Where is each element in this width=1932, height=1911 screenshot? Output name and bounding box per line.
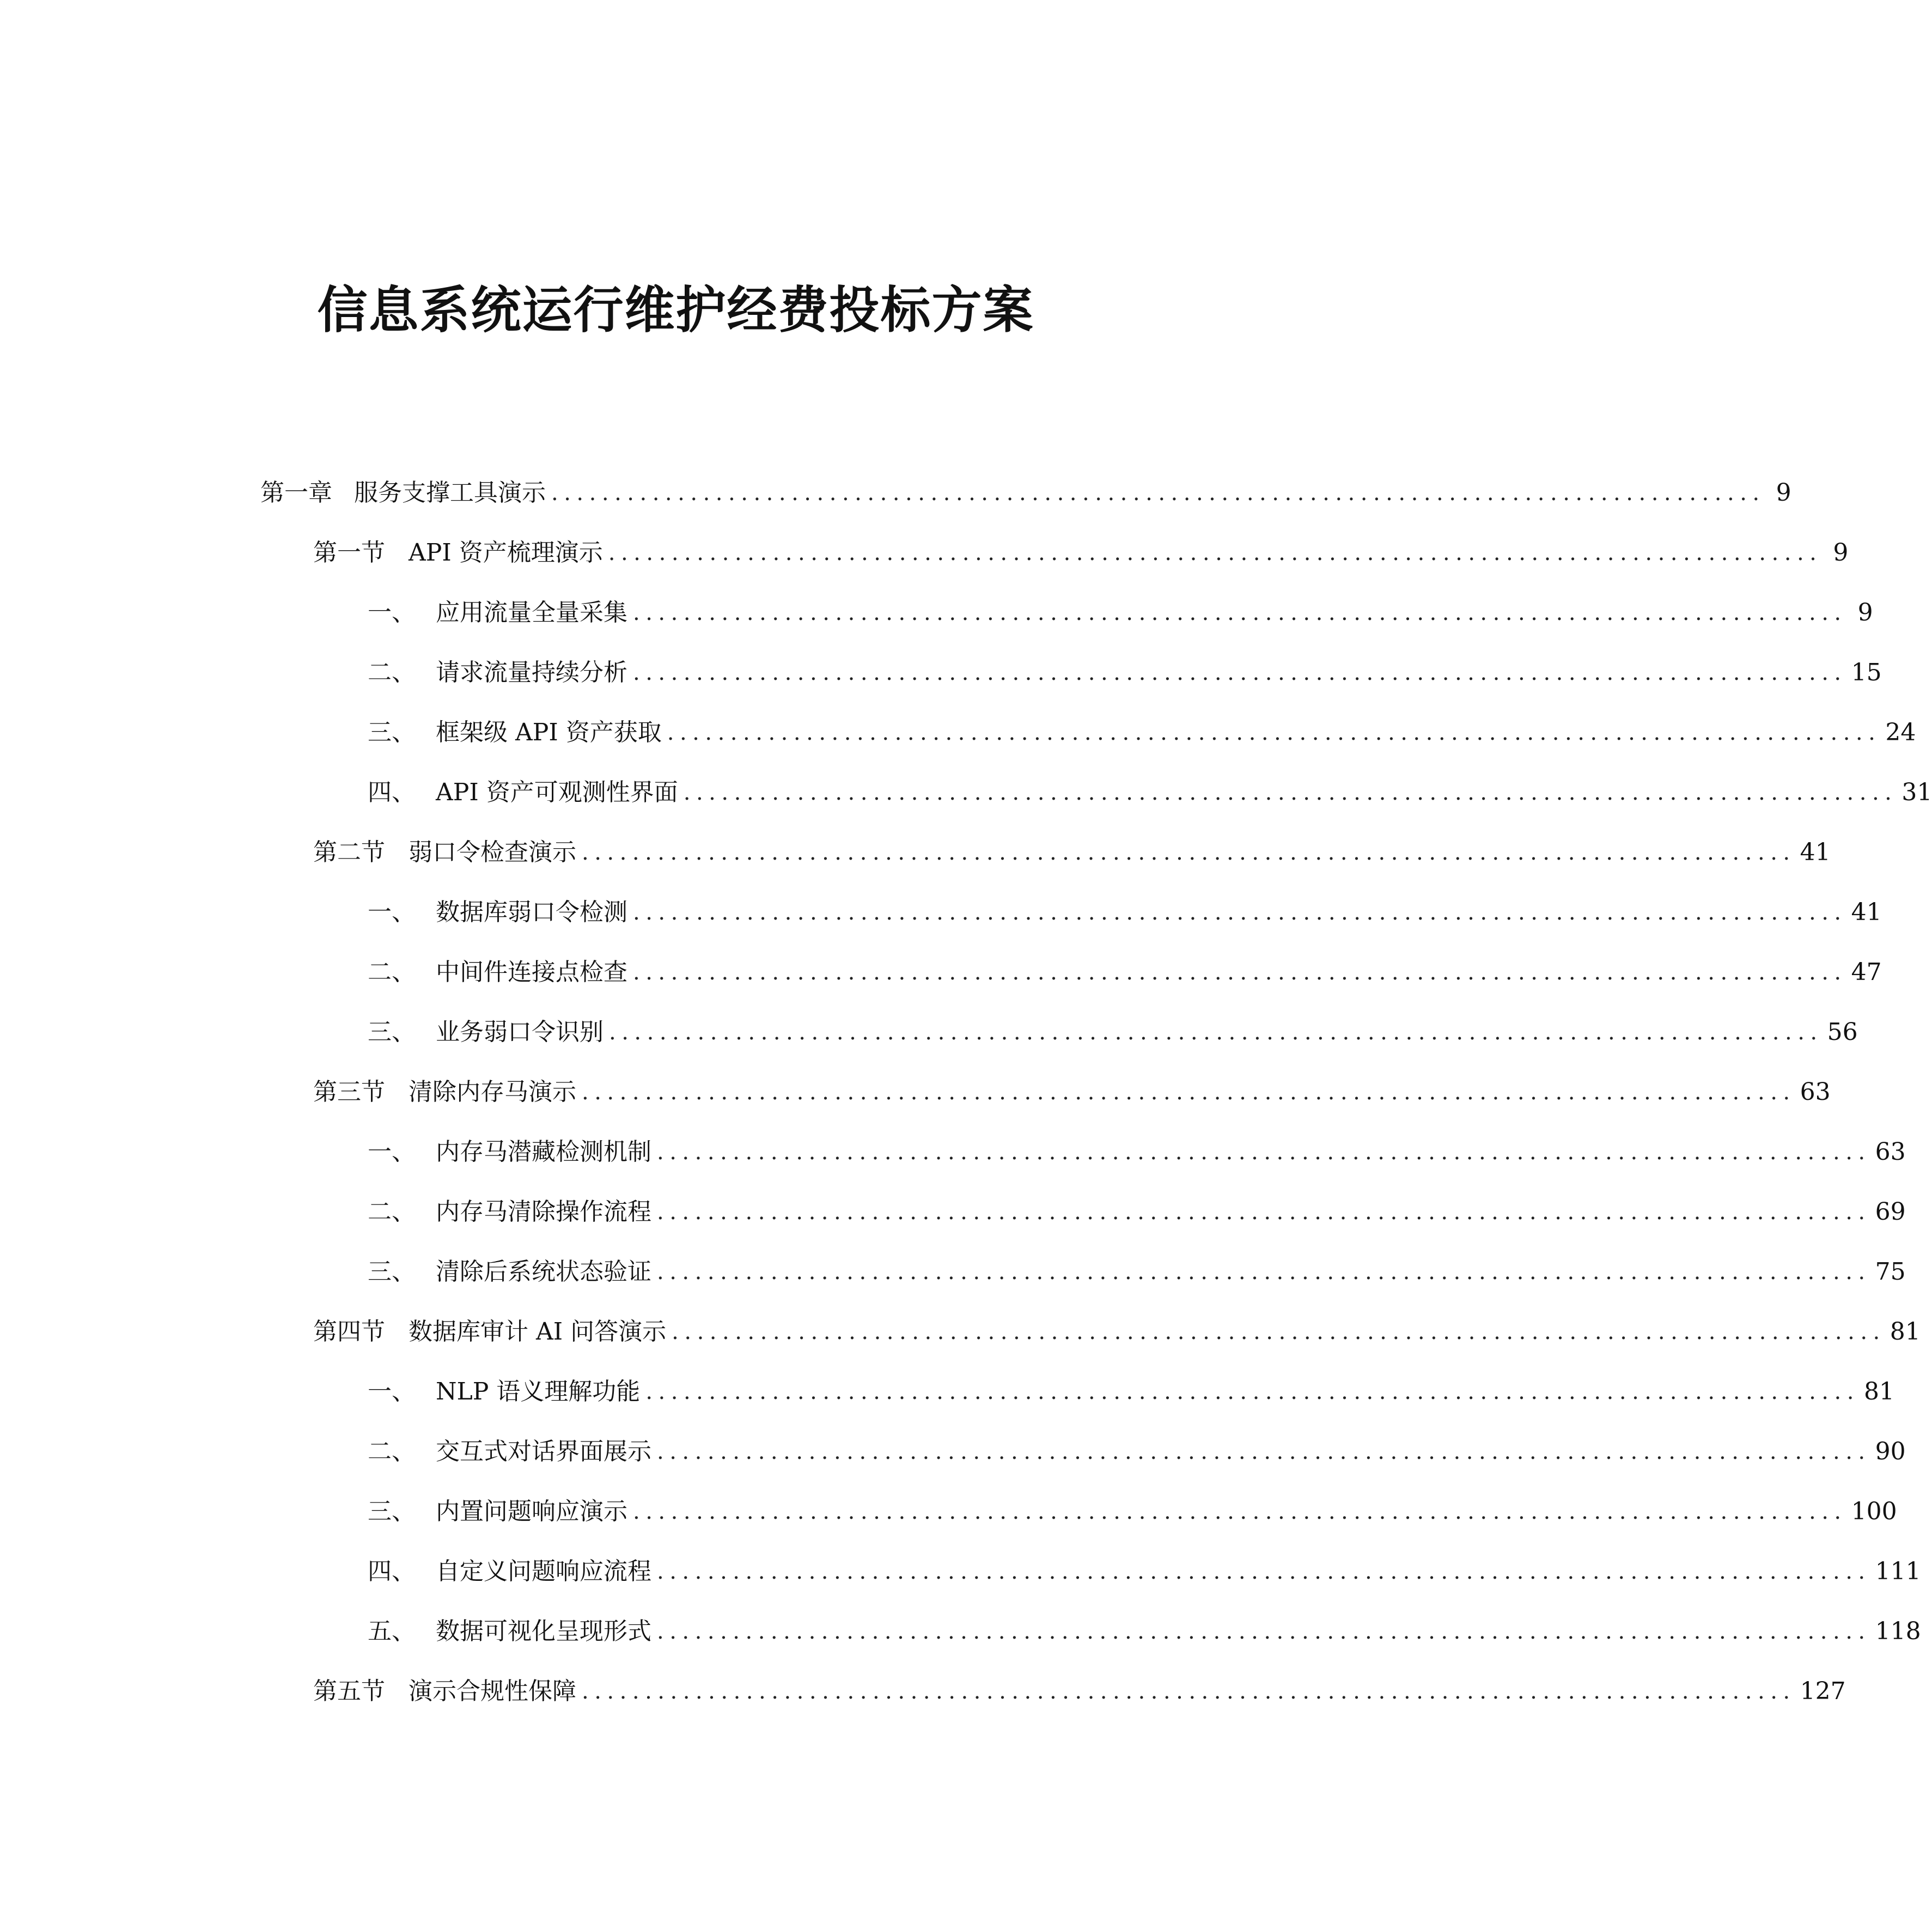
toc-entry-title: 内存马清除操作流程 xyxy=(436,1198,651,1226)
toc-entry-subsection[interactable] xyxy=(368,714,1916,752)
toc-entry-page-number: 63 xyxy=(1800,1078,1831,1106)
toc-entry-page-number: 9 xyxy=(1833,539,1849,567)
toc-entry-title: 弱口令检查演示 xyxy=(409,838,576,866)
toc-dot-leader: ................................................................................................ xyxy=(657,1140,1871,1165)
toc-entry-title: 服务支撑工具演示 xyxy=(354,479,546,507)
toc-dot-leader: ................................................................................................ xyxy=(582,840,1796,865)
toc-dot-leader: ................................................................................................ xyxy=(633,960,1847,985)
toc-entry-page-number: 118 xyxy=(1875,1617,1921,1645)
toc-entry-page-number: 9 xyxy=(1857,599,1873,626)
toc-entry-section[interactable] xyxy=(313,1073,1831,1111)
toc-entry-chapter[interactable] xyxy=(260,474,1791,512)
toc-entry-page-number: 56 xyxy=(1827,1018,1858,1046)
toc-dot-leader: ................................................................................................ xyxy=(667,720,1881,745)
toc-entry-prefix: 四、 xyxy=(368,778,416,806)
toc-entry-prefix: 三、 xyxy=(368,1498,416,1525)
toc-entry-section[interactable] xyxy=(313,1672,1846,1711)
toc-entry-subsection[interactable] xyxy=(368,1612,1921,1651)
toc-entry-page-number: 15 xyxy=(1851,659,1882,686)
toc-entry-prefix: 第一章 xyxy=(260,479,332,507)
toc-entry-prefix: 三、 xyxy=(368,719,416,746)
toc-dot-leader: ................................................................................................ xyxy=(633,660,1847,685)
toc-entry-prefix: 二、 xyxy=(368,958,416,986)
toc-entry-title: 中间件连接点检查 xyxy=(436,958,627,986)
toc-entry-page-number: 9 xyxy=(1776,479,1791,507)
toc-entry-prefix: 一、 xyxy=(368,1138,416,1166)
toc-entry-page-number: 31 xyxy=(1901,778,1932,806)
toc-entry-page-number: 90 xyxy=(1875,1438,1906,1465)
toc-dot-leader: ................................................................................................ xyxy=(657,1200,1871,1225)
toc-dot-leader: ................................................................................................ xyxy=(633,900,1847,925)
toc-entry-prefix: 一、 xyxy=(368,898,416,926)
toc-entry-prefix: 五、 xyxy=(368,1617,416,1645)
toc-entry-page-number: 111 xyxy=(1875,1557,1921,1585)
toc-dot-leader: ................................................................................................ xyxy=(582,1679,1796,1704)
toc-entry-title: 内存马潜藏检测机制 xyxy=(436,1138,651,1166)
toc-entry-page-number: 63 xyxy=(1875,1138,1906,1166)
toc-entry-page-number: 24 xyxy=(1885,719,1916,746)
toc-entry-subsection[interactable] xyxy=(368,1193,1906,1231)
toc-dot-leader: ................................................................................................ xyxy=(657,1619,1871,1644)
toc-entry-page-number: 81 xyxy=(1863,1378,1894,1405)
toc-entry-prefix: 一、 xyxy=(368,599,416,626)
toc-dot-leader: ................................................................................................ xyxy=(657,1259,1871,1285)
toc-entry-title: 数据库弱口令检测 xyxy=(436,898,627,926)
toc-entry-page-number: 75 xyxy=(1875,1258,1906,1286)
page-title: 信息系统运行维护经费投标方案 xyxy=(317,281,1034,339)
toc-entry-subsection[interactable] xyxy=(368,654,1882,692)
toc-entry-page-number: 81 xyxy=(1890,1318,1921,1346)
toc-entry-subsection[interactable] xyxy=(368,1553,1921,1591)
toc-dot-leader: ................................................................................................ xyxy=(633,600,1847,625)
toc-entry-subsection[interactable] xyxy=(368,893,1882,932)
toc-entry-prefix: 三、 xyxy=(368,1018,416,1046)
toc-entry-subsection[interactable] xyxy=(368,1013,1858,1051)
toc-entry-page-number: 69 xyxy=(1875,1198,1906,1226)
toc-entry-title: 内置问题响应演示 xyxy=(436,1498,627,1525)
toc-dot-leader: ................................................................................................ xyxy=(633,1499,1847,1524)
toc-entry-page-number: 127 xyxy=(1800,1677,1846,1705)
toc-entry-title: 数据可视化呈现形式 xyxy=(436,1617,651,1645)
toc-entry-title: 清除后系统状态验证 xyxy=(436,1258,651,1286)
toc-entry-title: 自定义问题响应流程 xyxy=(436,1557,651,1585)
toc-entry-prefix: 三、 xyxy=(368,1258,416,1286)
toc-dot-leader: ................................................................................................ xyxy=(683,780,1898,805)
toc-entry-prefix: 第三节 xyxy=(313,1078,385,1106)
toc-entry-page-number: 41 xyxy=(1851,898,1882,926)
toc-dot-leader: ................................................................................................ xyxy=(609,1020,1823,1045)
toc-entry-subsection[interactable] xyxy=(368,594,1873,632)
toc-entry-section[interactable] xyxy=(313,833,1831,872)
toc-entry-page-number: 41 xyxy=(1800,838,1831,866)
toc-entry-title: API 资产可观测性界面 xyxy=(436,778,678,806)
toc-entry-section[interactable] xyxy=(313,534,1849,572)
toc-dot-leader: ................................................................................................ xyxy=(657,1439,1871,1464)
toc-entry-prefix: 四、 xyxy=(368,1557,416,1585)
toc-entry-prefix: 第二节 xyxy=(313,838,385,866)
toc-entry-title: 框架级 API 资产获取 xyxy=(436,719,662,746)
toc-entry-title: 数据库审计 AI 问答演示 xyxy=(409,1318,667,1346)
toc-entry-prefix: 二、 xyxy=(368,1198,416,1226)
toc-entry-title: 交互式对话界面展示 xyxy=(436,1438,651,1465)
toc-entry-prefix: 第一节 xyxy=(313,539,385,567)
toc-dot-leader: ................................................................................................ xyxy=(551,480,1765,506)
toc-entry-subsection[interactable] xyxy=(368,953,1882,991)
toc-entry-title: 请求流量持续分析 xyxy=(436,659,627,686)
toc-entry-title: NLP 语义理解功能 xyxy=(436,1378,641,1405)
toc-entry-page-number: 47 xyxy=(1851,958,1882,986)
toc-entry-prefix: 二、 xyxy=(368,659,416,686)
toc-entry-title: API 资产梳理演示 xyxy=(409,539,603,567)
toc-entry-title: 应用流量全量采集 xyxy=(436,599,627,626)
toc-dot-leader: ................................................................................................ xyxy=(657,1559,1871,1584)
toc-entry-subsection[interactable] xyxy=(368,774,1932,812)
toc-entry-section[interactable] xyxy=(313,1313,1921,1351)
toc-entry-prefix: 第五节 xyxy=(313,1677,385,1705)
toc-entry-subsection[interactable] xyxy=(368,1373,1894,1411)
toc-entry-subsection[interactable] xyxy=(368,1433,1906,1471)
toc-entry-page-number: 100 xyxy=(1851,1498,1897,1525)
toc-entry-prefix: 第四节 xyxy=(313,1318,385,1346)
toc-dot-leader: ................................................................................................ xyxy=(672,1319,1886,1344)
toc-dot-leader: ................................................................................................ xyxy=(608,540,1823,565)
toc-dot-leader: ................................................................................................ xyxy=(645,1379,1860,1404)
toc-entry-subsection[interactable] xyxy=(368,1253,1906,1291)
toc-entry-title: 演示合规性保障 xyxy=(409,1677,576,1705)
toc-entry-subsection[interactable] xyxy=(368,1493,1897,1531)
toc-entry-prefix: 二、 xyxy=(368,1438,416,1465)
toc-entry-title: 清除内存马演示 xyxy=(409,1078,576,1106)
toc-entry-subsection[interactable] xyxy=(368,1133,1906,1171)
toc-dot-leader: ................................................................................................ xyxy=(582,1080,1796,1105)
toc-entry-prefix: 一、 xyxy=(368,1378,416,1405)
toc-entry-title: 业务弱口令识别 xyxy=(436,1018,604,1046)
